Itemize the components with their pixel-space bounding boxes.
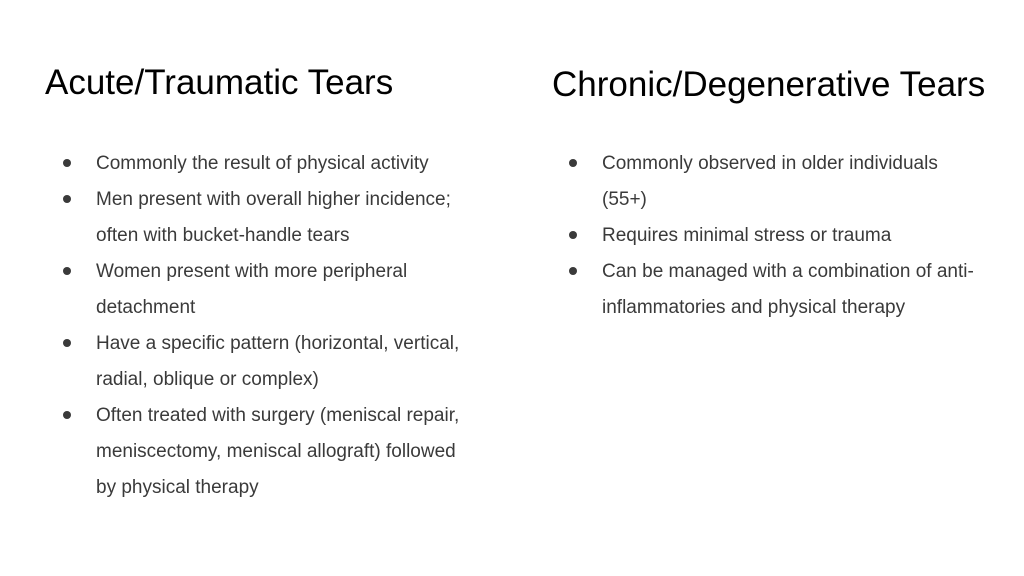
bullet-text: Requires minimal stress or trauma xyxy=(602,225,892,246)
bullet-item xyxy=(60,146,480,182)
bullet-item xyxy=(60,398,480,506)
bullet-text: Men present with overall higher incidence; often with bucket-handle tears xyxy=(96,189,451,246)
bullet-text: Can be managed with a combination of anti-inflammatories and physical therapy xyxy=(602,261,974,318)
bullet-item xyxy=(60,182,480,254)
chronic-tears-bullet-list xyxy=(566,146,986,326)
bullet-item xyxy=(566,146,986,218)
bullet-item xyxy=(60,254,480,326)
bullet-item xyxy=(566,254,986,326)
bullet-dot-icon xyxy=(63,339,71,347)
bullet-dot-icon xyxy=(569,159,577,167)
bullet-text: Commonly observed in older individuals (55+) xyxy=(602,153,938,210)
bullet-text: Have a specific pattern (horizontal, vertical, radial, oblique or complex) xyxy=(96,333,460,390)
bullet-dot-icon xyxy=(63,159,71,167)
acute-tears-bullet-list xyxy=(60,146,480,506)
bullet-dot-icon xyxy=(569,267,577,275)
bullet-text: Often treated with surgery (meniscal repair, meniscectomy, meniscal allograft) followed by physical therapy xyxy=(96,405,460,498)
acute-tears-heading: Acute/Traumatic Tears xyxy=(45,63,394,102)
bullet-item xyxy=(566,218,986,254)
bullet-dot-icon xyxy=(63,411,71,419)
chronic-tears-heading: Chronic/Degenerative Tears xyxy=(552,65,986,104)
bullet-dot-icon xyxy=(569,231,577,239)
bullet-item xyxy=(60,326,480,398)
bullet-text: Commonly the result of physical activity xyxy=(96,153,429,174)
bullet-dot-icon xyxy=(63,195,71,203)
bullet-dot-icon xyxy=(63,267,71,275)
bullet-text: Women present with more peripheral detachment xyxy=(96,261,408,318)
